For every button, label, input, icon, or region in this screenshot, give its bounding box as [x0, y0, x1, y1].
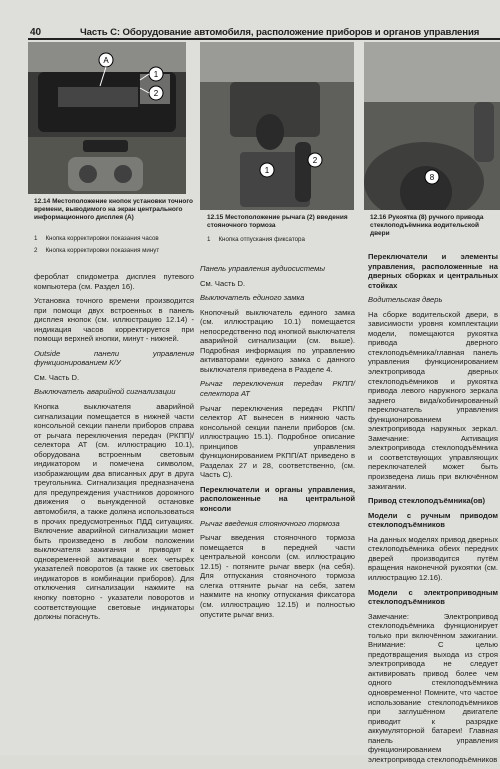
- callout-2: 2: [312, 156, 318, 165]
- door-crank-illustration: [364, 42, 500, 210]
- paragraph: Рычаг переключения передач РКПП/селектор АТ вынесен в нижнюю часть консольной секции панели приборов (см. иллюстрацию 15.1). Подробное описание принципов управления функционированием РКПП/АТ приведено в Разделах 27 и 28, соответственно, (см. Часть С).: [200, 403, 355, 480]
- figure-12-16-caption: 12.16 Рукоятка (8) ручного привода стеклоподъёмника водительской двери: [370, 214, 484, 237]
- legend-item: 1 Кнопка корректировки показания часов: [34, 235, 159, 242]
- figure-12-15-photo: [200, 42, 354, 210]
- legend-item: 2 Кнопка корректировки показания минут: [34, 246, 160, 254]
- section-heading: Привод стеклоподъёмника(ов): [368, 496, 486, 506]
- header-title: Часть С: Оборудование автомобиля, расположение приборов и органов управления: [80, 27, 480, 38]
- callout-2: 2: [153, 89, 159, 98]
- section-heading: Переключатели и элементы управления, расположенные на дверных сборках и центральных стойках: [368, 252, 498, 290]
- paragraph: На сборке водительской двери, в зависимости уровня комплектации модели, помещаются рукоятка привода дверного стеклоподъёмника/главная панель управления функционированием электропривода дверных стеклоподъёмников и рукоятка привода левого наружного зеркала заднего вида/кобинированный переключатель управления функционированием электропривода наружных зеркал. Замечание: Активация электропривода стеклоподъёмника и соответствующих управляющих переключателей может быть произведена лишь при включённом зажигании.: [368, 309, 498, 491]
- figure-12-16-photo: [364, 42, 500, 210]
- page-number: 40: [30, 27, 42, 38]
- figure-12-14-photo: [28, 42, 186, 194]
- paragraph: На данных моделях привод дверных стеклоподъёмника обеих передних дверей производится путём вращения наконечной рукоятки (см. иллюстрацию 12.16).: [368, 534, 498, 582]
- text-column-1: [34, 272, 194, 627]
- paragraph: Кнопочный выключатель единого замка (см. иллюстрацию 10.1) помещается непосредственно под кнопкой выключателя аварийной сигнализации (см. выше). Подробная информация по управлению активаторами единого замка с данного выключателя приведена в Разделе 4.: [200, 307, 355, 374]
- paragraph: Замечание: Электропривод стеклоподъёмника функционирует только при включённом зажигании. Внимание: С целью предотвращения выхода из строя электропривода не следует активировать привод более чем одного стеклоподъёмника одновременно! Помните, что частое использование стеклоподъёмников при заглушённом двигателе приводит к разрядке аккумуляторной батареи! Главная панель управления функционированием электропривода стеклоподъёмников: [368, 611, 498, 764]
- figure-12-15-legend: [207, 236, 352, 244]
- paragraph: Установка точного времени производится при помощи двух встроенных в панель дисплея кнопок (см. иллюстрацию 12.14) - индикация часов корректируется при помощи верхней кнопки, минут - нижней.: [34, 296, 194, 344]
- page-header: [0, 0, 500, 40]
- section-heading: Рычаг переключения передач РКПП/селектора АТ: [200, 379, 355, 399]
- section-heading: Рычаг введения стояночного тормоза: [200, 518, 340, 528]
- callout-a: A: [103, 56, 109, 65]
- console-lever-illustration: [200, 42, 354, 210]
- reference: См. Часть D.: [34, 372, 80, 382]
- legend-item: 1 Кнопка отпускания фиксатора: [207, 236, 305, 243]
- section-heading: Выключатель единого замка: [200, 293, 305, 303]
- figure-12-15-caption: 12.15 Местоположение рычага (2) введения стояночного тормоза: [207, 214, 348, 229]
- section-heading: Водительская дверь: [368, 295, 443, 305]
- paragraph: Рычаг введения стояночного тормоза помещается в передней части центральной консоли (см. иллюстрацию 12.15) - потяните рычаг вверх (на себя). Для отпускания стояночного тормоза слегка оттяните рычаг на себя, затем нажмите на кнопку отпускания фиксатора (см. иллюстрацию 12.15) и полностью опустите рычаг вниз.: [200, 533, 355, 619]
- section-heading: Модели с ручным приводом стеклоподъёмников: [368, 510, 498, 530]
- text-column-3: [368, 252, 498, 769]
- section-heading: Выключатель аварийной сигнализации: [34, 387, 176, 397]
- paragraph: фероблат спидометра дисплея путевого компьютера (см. Раздел 16).: [34, 272, 194, 291]
- text-column-2: [200, 264, 355, 624]
- section-heading: Панель управления аудиосистемы: [200, 264, 325, 273]
- figure-12-14-legend: [34, 235, 194, 254]
- section-heading: Outside панели управления функционированием К/У: [34, 348, 194, 368]
- header-rule: [28, 38, 500, 40]
- callout-1: 1: [153, 70, 159, 79]
- section-heading: Переключатели и органы управления, расположенные на центральной консоли: [200, 484, 355, 514]
- reference: См. Часть D.: [200, 278, 246, 288]
- paragraph: Кнопка выключателя аварийной сигнализации помещается в нижней части консольной секции панели приборов справа от рычага переключения передач (РКПП)/селектора АТ (см. иллюстрацию 10.1), оборудована встроенным световым индикатором и помечена символом, изображающим два вписанных друг в друга треугольника. Сигнализация предназначена для предупреждения участников дорожного движения о вынужденной остановке автомобиля, а также должна использоваться в прочих предусмотренных ПДД ситуациях. Включение аварийной сигнализации может быть произведено в любом положении выключателя зажигания и приводит к одновременной активации всех четырёх указателей поворотов (а также их световых индикаторов в комбинации приборов). Для отключения сигнализации нажмите на кнопку повторно - указатели поворотов и соответствующие световые индикаторы должны погаснуть.: [34, 402, 194, 622]
- callout-8: 8: [429, 173, 435, 182]
- section-heading: Модели с электроприводным стеклоподъёмников: [368, 587, 498, 607]
- figure-12-14-caption: 12.14 Местоположение кнопок установки точного времени, выводимого на экран центрального информационного дисплея (А): [34, 198, 193, 221]
- dashboard-display-illustration: [28, 42, 186, 194]
- callout-1: 1: [264, 166, 270, 175]
